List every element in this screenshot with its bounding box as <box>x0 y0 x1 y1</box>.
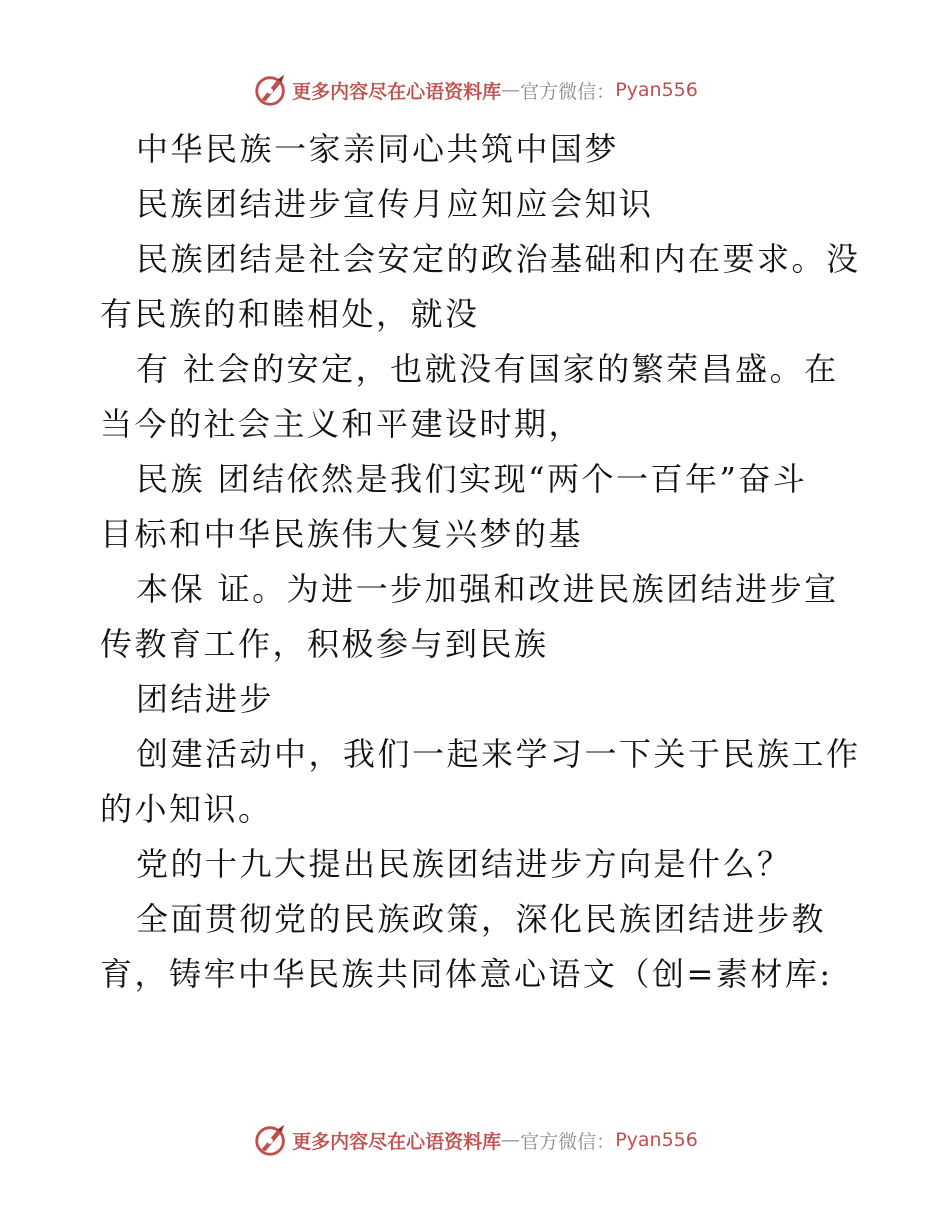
quill-pen-icon <box>252 1121 290 1159</box>
watermark-official-label: 官方微信： <box>520 80 616 103</box>
paragraph-line: 目标和中华民族伟大复兴梦的基 <box>100 515 584 553</box>
paragraph-line: 当今的社会主义和平建设时期， <box>100 405 584 443</box>
paragraph <box>100 342 860 452</box>
quill-pen-icon <box>252 71 290 109</box>
paragraph-line: 民族团结进步宣传月应知应会知识 <box>136 185 654 223</box>
watermark-dash: — <box>501 79 521 101</box>
document-body <box>100 122 860 1002</box>
watermark-dash: — <box>501 1129 521 1151</box>
paragraph-line: 有 社会的安定，也就没有国家的繁荣昌盛。在 <box>136 350 839 388</box>
paragraph-line: 有民族的和睦相处，就没 <box>100 295 480 333</box>
paragraph-line: 育，铸牢中华民族共同体意心语文（创=素材库: <box>100 955 833 993</box>
paragraph <box>100 452 860 562</box>
paragraph-subtitle <box>100 177 860 232</box>
paragraph-line: 全面贯彻党的民族政策，深化民族团结进步教 <box>136 900 827 938</box>
watermark-wechat-id: Pyan556 <box>615 1129 698 1151</box>
paragraph-line: 的小知识。 <box>100 790 273 828</box>
footer-watermark <box>0 1120 950 1160</box>
watermark-brand: 更多内容尽在心语资料库 <box>292 1130 502 1153</box>
paragraph-line: 传教育工作，积极参与到民族 <box>100 625 549 663</box>
paragraph-line: 团结进步 <box>136 680 275 718</box>
watermark-wechat-id: Pyan556 <box>615 79 698 101</box>
paragraph-line: 本保 证。为进一步加强和改进民族团结进步宣 <box>136 570 839 608</box>
paragraph <box>100 672 860 727</box>
paragraph-question <box>100 837 860 892</box>
paragraph-line: 民族 团结依然是我们实现“两个一百年”奋斗 <box>136 460 808 498</box>
header-watermark <box>0 70 950 110</box>
watermark-brand: 更多内容尽在心语资料库 <box>292 80 502 103</box>
watermark-official-label: 官方微信： <box>520 1130 616 1153</box>
paragraph-answer <box>100 892 860 1002</box>
paragraph-line: 中华民族一家亲同心共筑中国梦 <box>136 130 620 168</box>
paragraph-title <box>100 122 860 177</box>
paragraph <box>100 232 860 342</box>
paragraph-line: 党的十九大提出民族团结进步方向是什么？ <box>136 845 792 883</box>
paragraph <box>100 727 860 837</box>
paragraph <box>100 562 860 672</box>
paragraph-line: 民族团结是社会安定的政治基础和内在要求。没 <box>136 240 861 278</box>
paragraph-line: 创建活动中，我们一起来学习一下关于民族工作 <box>136 735 861 773</box>
